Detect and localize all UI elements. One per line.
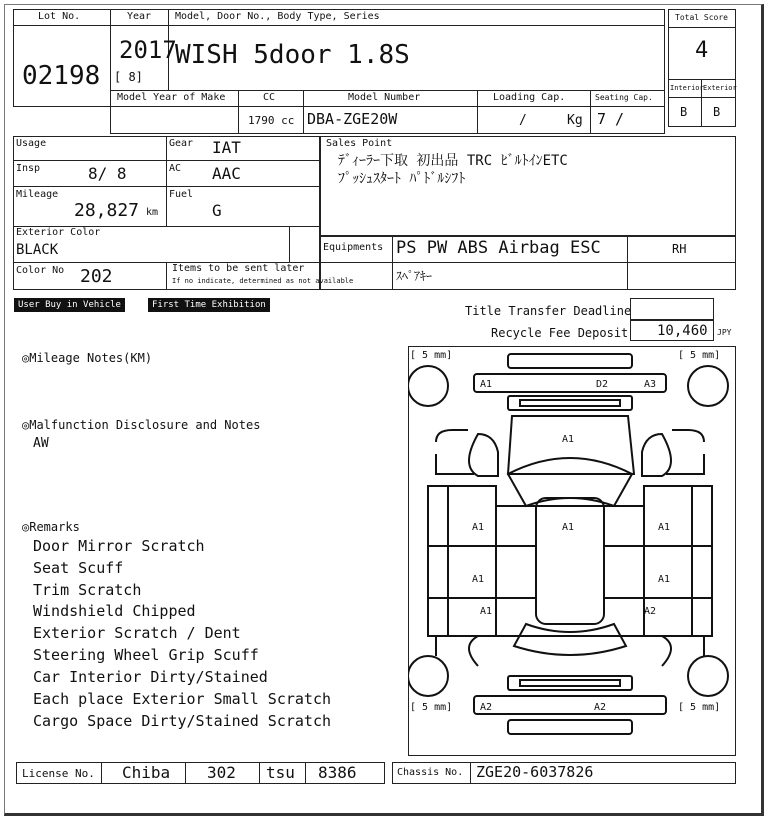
- license-region: Chiba: [122, 763, 171, 782]
- insp: 8/ 8: [88, 164, 127, 183]
- tire-front-left: [408, 366, 448, 406]
- lot-no-label: Lot No.: [38, 11, 81, 22]
- color-no: 202: [80, 266, 113, 287]
- exterior-grade: B: [713, 105, 721, 119]
- dmg-right-front-door: A1: [658, 522, 671, 533]
- chassis-label: Chassis No.: [397, 767, 464, 778]
- license-kana: tsu: [266, 763, 295, 782]
- remark-item: Trim Scratch: [33, 581, 142, 599]
- car-diagram: [408, 346, 736, 756]
- dmg-left-rear-door: A1: [472, 574, 485, 585]
- interior-grade: B: [680, 105, 688, 119]
- tire-tr-label: [ 5 mm]: [678, 350, 721, 361]
- year: 2017: [119, 36, 177, 64]
- ac: AAC: [212, 164, 241, 183]
- seating-cap-label: Seating Cap.: [595, 93, 653, 102]
- lot-no-box: [13, 9, 111, 107]
- remark-item: Car Interior Dirty/Stained: [33, 668, 268, 686]
- roof: [536, 498, 604, 624]
- equipments: PS PW ABS Airbag ESC: [396, 238, 601, 258]
- equipments-label: Equipments: [323, 242, 384, 253]
- model-number: DBA-ZGE20W: [307, 110, 398, 128]
- dmg-rear-right: A2: [594, 702, 607, 713]
- dmg-front-left: A1: [480, 379, 493, 390]
- color-no-label: Color No: [16, 265, 65, 276]
- model-header-label: Model, Door No., Body Type, Series: [175, 11, 380, 22]
- recycle-label: Recycle Fee Deposit: [491, 326, 629, 340]
- remark-item: Each place Exterior Small Scratch: [33, 690, 332, 708]
- dmg-hood: A1: [562, 434, 575, 445]
- cc-value: 1790 cc: [248, 114, 295, 127]
- gear-label: Gear: [169, 138, 194, 149]
- fuel: G: [212, 201, 222, 220]
- tire-tl-label: [ 5 mm]: [410, 350, 453, 361]
- ac-label: AC: [169, 163, 182, 174]
- dmg-rear-left: A2: [480, 702, 493, 713]
- rear-bumper: [474, 696, 666, 714]
- user-buy-badge: User Buy in Vehicle: [14, 298, 125, 312]
- model-name: WISH 5door 1.8S: [175, 40, 410, 70]
- cc-label: CC: [263, 92, 276, 103]
- title-transfer-label: Title Transfer Deadline: [465, 304, 632, 318]
- dmg-right-rear-door: A1: [658, 574, 671, 585]
- rear-glass: [514, 624, 626, 655]
- rear-bumper-bottom: [508, 720, 632, 734]
- dmg-left-front-door: A1: [472, 522, 485, 533]
- sales-point-line1: ﾃﾞｨｰﾗｰ下取 初出品 TRC ﾋﾞﾙﾄｲﾝETC: [338, 153, 568, 169]
- tire-rear-left: [408, 656, 448, 696]
- month: [ 8]: [114, 70, 143, 84]
- remark-item: Cargo Space Dirty/Stained Scratch: [33, 712, 332, 730]
- remark-item: Windshield Chipped: [33, 602, 196, 620]
- loading-cap-label: Loading Cap.: [493, 92, 566, 103]
- dmg-left-quarter: A1: [480, 606, 493, 617]
- gear: IAT: [212, 138, 241, 157]
- tire-br-label: [ 5 mm]: [678, 702, 721, 713]
- dmg-right-quarter: A2: [644, 606, 657, 617]
- mileage-unit: km: [146, 207, 159, 218]
- seating-cap: 7 /: [597, 110, 625, 128]
- tire-front-right: [688, 366, 728, 406]
- mileage-label: Mileage: [16, 189, 59, 200]
- remark-item: Seat Scuff: [33, 559, 124, 577]
- license-label: License No.: [22, 767, 95, 780]
- rear-grille: [508, 676, 632, 690]
- exterior-label: Exterior: [703, 84, 737, 92]
- chassis: ZGE20-6037826: [476, 763, 594, 781]
- recycle: 10,460: [657, 323, 708, 339]
- dmg-roof: A1: [562, 522, 575, 533]
- year-label: Year: [127, 11, 152, 22]
- exterior-color-label: Exterior Color: [16, 227, 101, 238]
- first-time-badge: First Time Exhibition: [148, 298, 270, 312]
- total-score: 4: [695, 38, 709, 63]
- exterior-color: BLACK: [16, 242, 59, 258]
- items-later-note: If no indicate, determined as not available: [172, 277, 354, 285]
- items-later-value: ｽﾍﾟｱｷｰ: [396, 269, 433, 283]
- interior-label: Interior: [670, 84, 704, 92]
- right-fender: [642, 434, 671, 476]
- remark-item: Exterior Scratch / Dent: [33, 624, 241, 642]
- model-number-label: Model Number: [348, 92, 421, 103]
- tire-bl-label: [ 5 mm]: [410, 702, 453, 713]
- front-bumper-top: [508, 354, 632, 368]
- lot-no: 02198: [22, 61, 101, 91]
- model-year-label: Model Year of Make: [117, 92, 226, 103]
- mileage: 28,827: [74, 200, 140, 221]
- sales-point-line2: ﾌﾟｯｼｭｽﾀｰﾄ ﾊﾟﾄﾞﾙｼﾌﾄ: [338, 171, 466, 187]
- remark-item: Door Mirror Scratch: [33, 537, 205, 555]
- recycle-unit: JPY: [717, 328, 732, 337]
- remark-item: Steering Wheel Grip Scuff: [33, 646, 259, 664]
- title-transfer-box: [630, 298, 714, 320]
- insp-label: Insp: [16, 163, 41, 174]
- remarks-label: ◎Remarks: [22, 520, 80, 534]
- front-bumper: [474, 374, 666, 392]
- license-class: 302: [207, 763, 236, 782]
- malfunction-label: ◎Malfunction Disclosure and Notes: [22, 418, 261, 432]
- loading-cap: /: [519, 113, 527, 128]
- front-grille: [508, 396, 632, 410]
- tire-rear-right: [688, 656, 728, 696]
- dmg-front-mid: D2: [596, 379, 609, 390]
- total-score-label: Total Score: [675, 13, 728, 22]
- dmg-front-right: A3: [644, 379, 657, 390]
- steering: RH: [672, 242, 687, 256]
- usage-label: Usage: [16, 138, 47, 149]
- items-later-label: Items to be sent later: [172, 263, 305, 274]
- mileage-notes-label: ◎Mileage Notes(KM): [22, 351, 153, 365]
- license-number: 8386: [318, 763, 357, 782]
- left-fender: [469, 434, 498, 476]
- malfunction-value: AW: [33, 436, 49, 451]
- loading-unit: Kg: [567, 113, 583, 128]
- fuel-label: Fuel: [169, 189, 194, 200]
- sales-point-label: Sales Point: [326, 138, 393, 149]
